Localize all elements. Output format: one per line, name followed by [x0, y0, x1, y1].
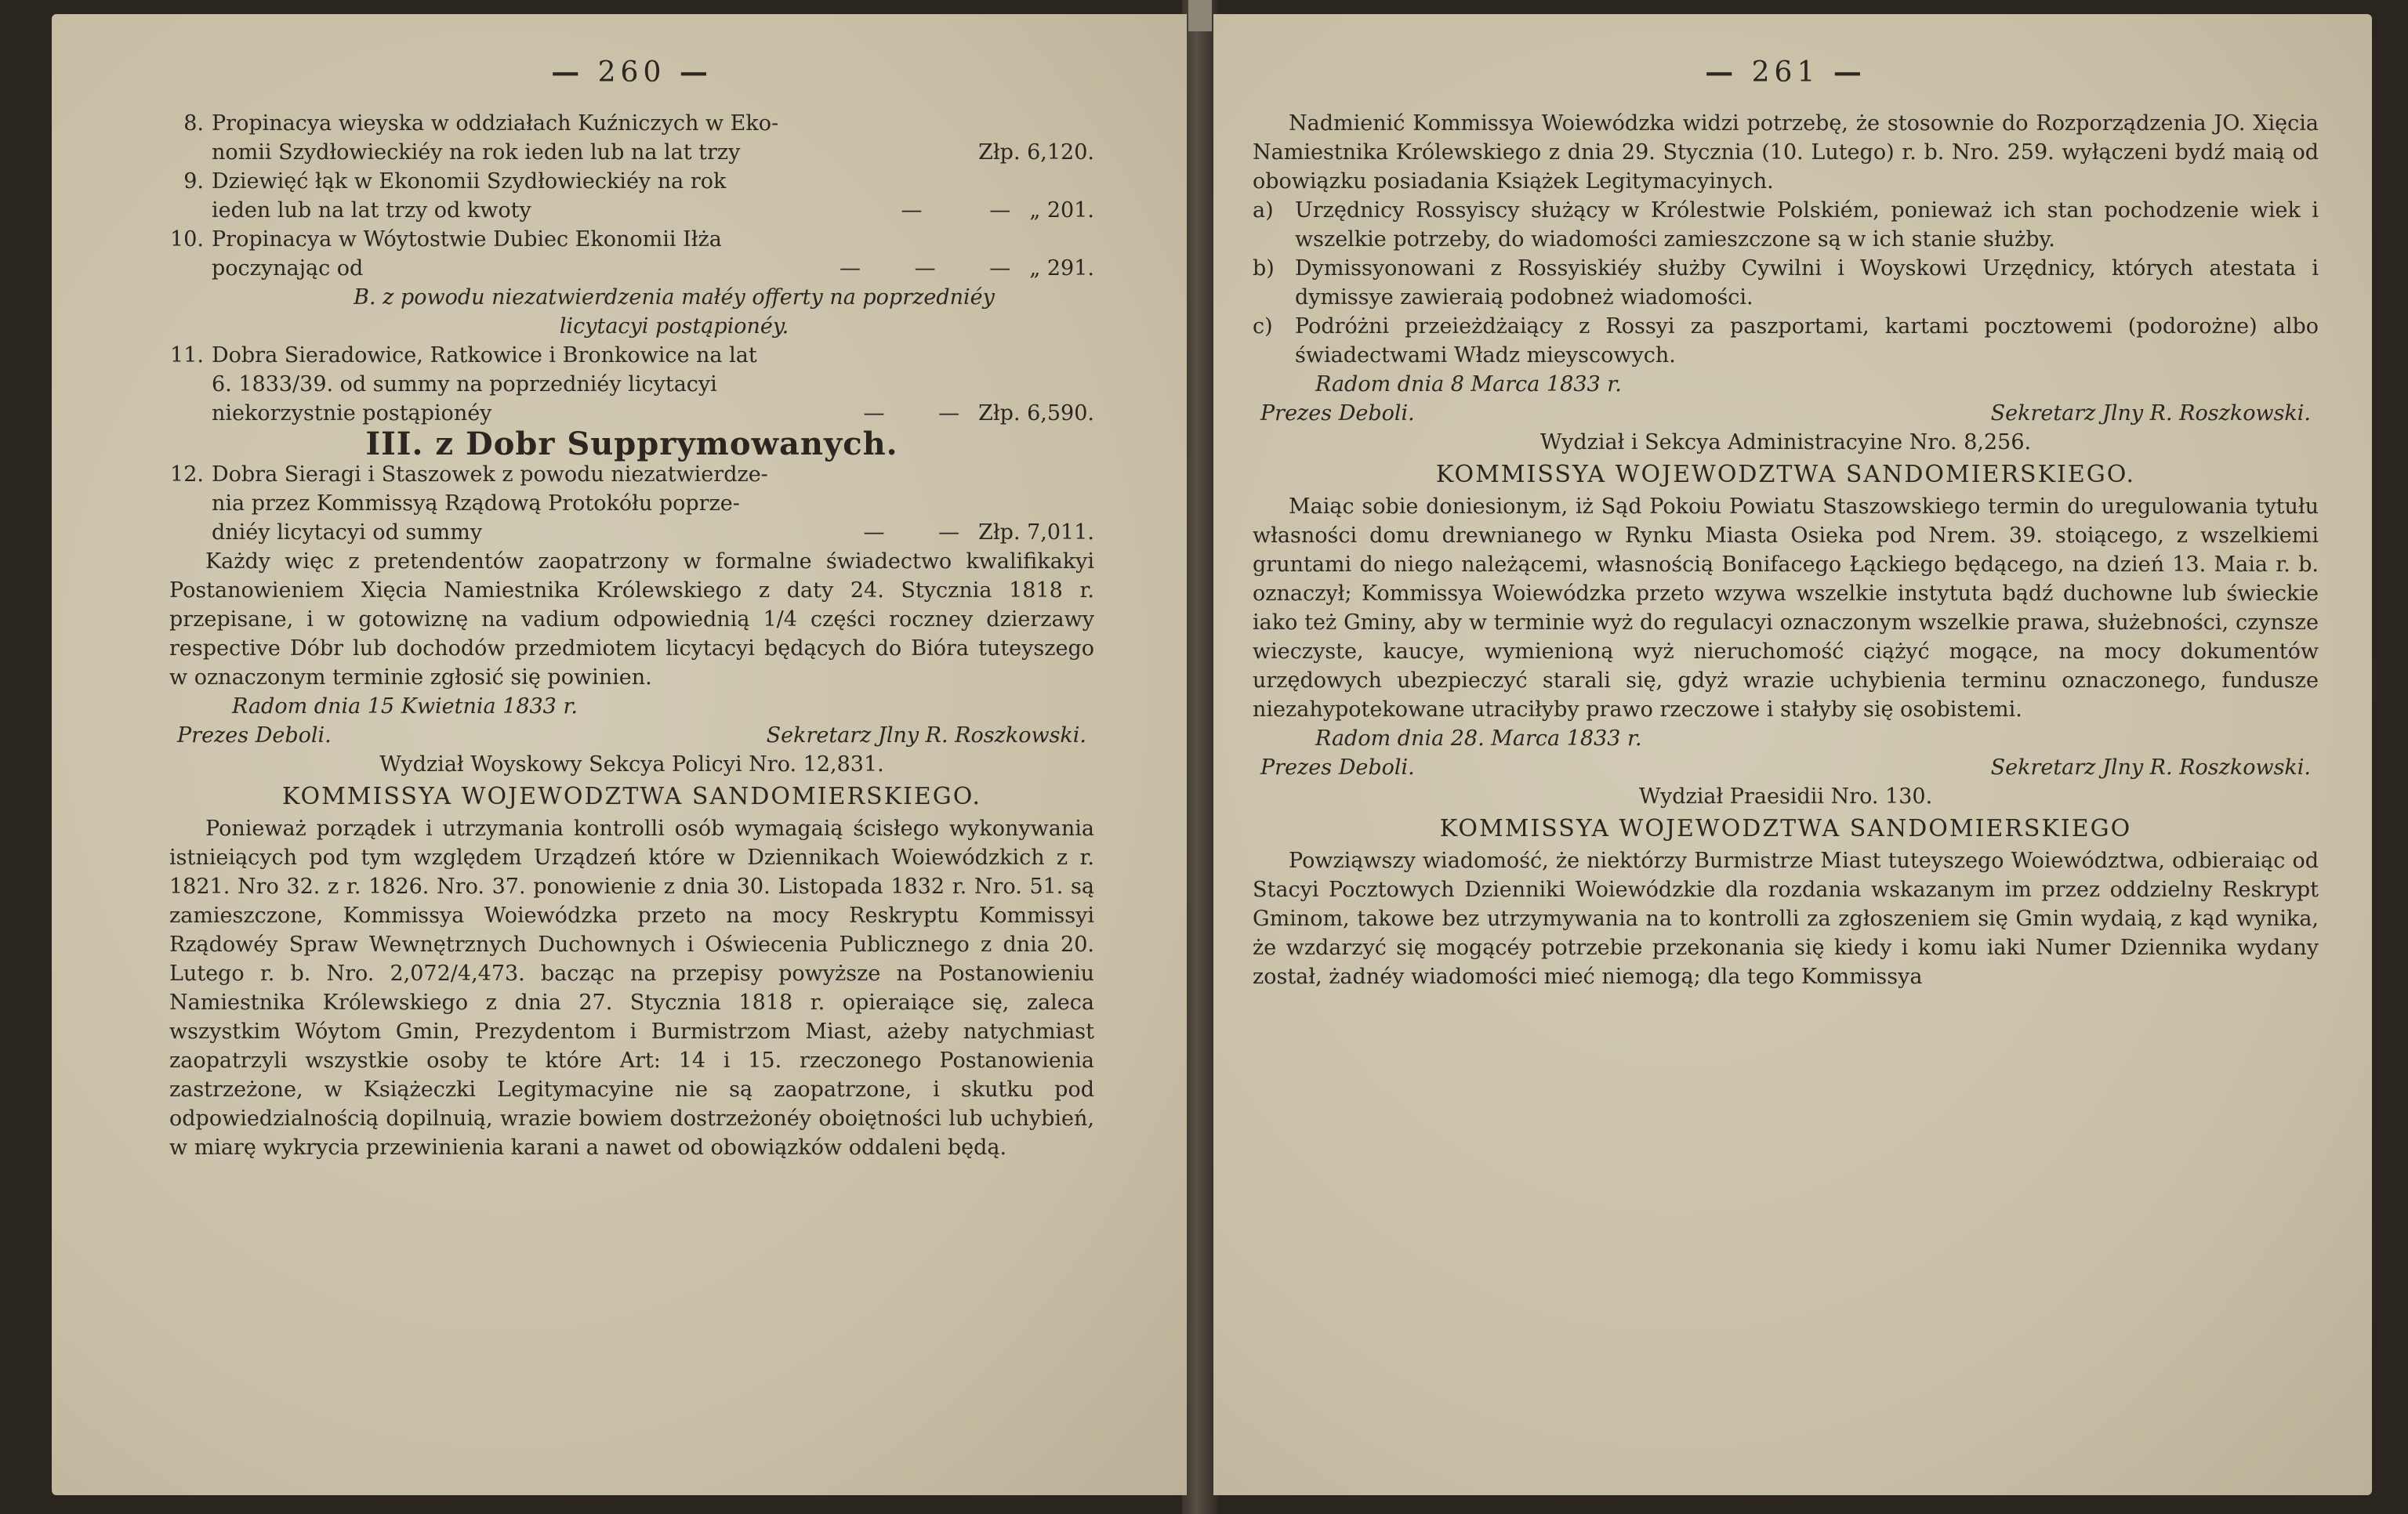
- secretary-signature: Sekretarz Jlny R. Roszkowski.: [1990, 755, 2311, 780]
- announcement-paragraph: Powziąwszy wiadomość, że niektórzy Burmistrze Miast tuteyszego Woiewództwa, odbieraiąc od Stacyi Pocztowych Dzienniki Woiewódzkie dla rozdania wskazanym im przez oddzielny Reskrypt Gminom, takowe bez utrzymywania na to kontrolli za zgłoszeniem się Gmin wydaią, z kąd wynika, że wzdarzyć się mogącéy potrzebie przekonania się kiedy i komu iaki Numer Dziennika wydany został, żadnéy wiadomości mieć niemogą; dla tego Kommissya: [1253, 849, 2319, 989]
- department-line: Wydział Woyskowy Sekcya Policyi Nro. 12,831.: [379, 752, 884, 777]
- page-number: 260: [597, 56, 666, 89]
- secretary-signature: Sekretarz Jlny R. Roszkowski.: [766, 723, 1086, 748]
- item-line: nomii Szydłowieckiéy na rok ieden lub na lat trzy: [212, 140, 741, 165]
- dateline: Radom dnia 8 Marca 1833 r.: [1315, 372, 1622, 397]
- list-item: 12. Dobra Sieragi i Staszowek z powodu niezatwierdze- nia przez Kommissyą Rządową Protokółu poprze- dniéy licytacyi od summy — — Złp. 7,011.: [169, 460, 1094, 547]
- list-item: [1253, 312, 2319, 370]
- commission-title: KOMMISSYA WOJEWODZTWA SANDOMIERSKIEGO.: [1435, 461, 2136, 488]
- item-line: dniéy licytacyi od summy: [212, 520, 483, 545]
- item-number: 12.: [170, 462, 204, 487]
- page-header: — 261 —: [1705, 56, 1866, 89]
- item-amount: Złp. 6,590.: [978, 401, 1094, 426]
- list-item: [169, 109, 1094, 167]
- list-item: [1253, 196, 2319, 254]
- announcement-paragraph: Maiąc sobie doniesionym, iż Sąd Pokoiu Powiatu Staszowskiego termin do uregulowania tytułu własności domu drewnianego w Rynku Miasta Osieka pod Nrem. 39. stoiącego, z wszelkiemi gruntami do niego należącemi, własnością Bonifacego Łąckiego będącego, na dzień 13. Maia r. b. oznaczył; Kommissya Woiewódzka przeto wzywa wszelkie instytuta bądź duchowne lub świeckie iako też Gminy, aby w terminie wyż do regulacyi oznaczonym wszelkie prawa, służebności, czynsze wieczyste, kaucye, wymienioną wyż nieruchomość ciążyć mogące, na mocy dokumentów urzędowych ubezpieczyć starali się, gdyż wrazie uchybienia terminu oznaczonego, fundusze niezahypotekowane utraciłyby prawo rzeczowe i stałyby się osobistemi.: [1253, 494, 2319, 722]
- section-b-heading: B. z powodu niezatwierdzenia małéy offerty na poprzedniéy: [354, 285, 995, 310]
- item-text: Dymissyonowani z Rossyiskiéy służby Cywilni i Woyskowi Urzędnicy, których atestata i dymissye zawieraią podobneż wiadomości.: [1295, 256, 2319, 310]
- item-line: ieden lub na lat trzy od kwoty: [212, 198, 531, 223]
- announcement-paragraph: Każdy więc z pretendentów zaopatrzony w formalne świadectwo kwalifikakyi Postanowieniem Xięcia Namiestnika Królewskiego z daty 24. Stycznia 1818 r. przepisane, i w gotowiznę na vadium odpowiednią 1/4 części roczney dzierzawy respective Dóbr lub dochodów przedmiotem licytacyi będących do Bióra tuteyszego w oznaczonym terminie zgłosić się powinien.: [169, 549, 1094, 690]
- item-line: niekorzystnie postąpionéy: [212, 401, 492, 426]
- announcement-paragraph: Nadmienić Kommissya Woiewódzka widzi potrzebę, że stosownie do Rozporządzenia JO. Xięcia Namiestnika Królewskiego z dnia 29. Stycznia (10. Lutego) r. b. Nro. 259. wyłączeni bydź maią od obowiązku posiadania Książek Legitymacyinych.: [1253, 111, 2319, 194]
- left-page: [52, 14, 1187, 1495]
- item-number: 9.: [183, 169, 204, 194]
- page-header: — 260 —: [551, 56, 713, 89]
- department-line: Wydział Praesidii Nro. 130.: [1638, 784, 1933, 809]
- signature-line: [169, 721, 1094, 750]
- announcement-paragraph: Ponieważ porządek i utrzymania kontrolli osób wymagaią ścisłego wykonywania istnieiących pod tym względem Urządzeń które w Dziennikach Woiewódzkich z r. 1821. Nro 32. z r. 1826. Nro. 37. ponowienie z dnia 30. Listopada 1832 r. Nro. 51. są zamieszczone, Kommissya Woiewódzka przeto na mocy Reskryptu Kommissyi Rządowéy Spraw Wewnętrznych Duchownych i Oświecenia Publicznego z dnia 20. Lutego r. b. Nro. 2,072/4,473. bacząc na przepisy powyższe na Postanowieniu Namiestnika Królewskiego z dnia 27. Stycznia 1818 r. opieraiące się, zaleca wszystkim Wóytom Gmin, Prezydentom i Burmistrzom Miast, ażeby natychmiast zaopatrzyli wszystkie osoby te które Art: 14 i 15. rzeczonego Postanowienia zastrzeżone, w Książeczki Legitymacyine nie są zaopatrzone, i skutku pod odpowiedzialnością dopilnuią, wrazie bowiem dostrzeżonéy oboiętności lub uchybień, w miarę wykrycia przewinienia karani a nawet od obowiązków oddaleni będą.: [169, 817, 1094, 1160]
- item-number: 8.: [183, 111, 204, 136]
- list-item: 10. Propinacya w Wóytostwie Dubiec Ekonomii Iłża poczynając od — — — „ 291.: [169, 225, 1094, 283]
- list-item: 11. Dobra Sieradowice, Ratkowice i Bronkowice na lat 6. 1833/39. od summy na poprzedniéy licytacyi niekorzystnie postąpionéy — — Złp. 6,590.: [169, 341, 1094, 428]
- president-signature: Prezes Deboli.: [177, 723, 332, 748]
- president-signature: Prezes Deboli.: [1260, 401, 1415, 426]
- item-line: Propinacya w Wóytostwie Dubiec Ekonomii Iłża: [212, 227, 722, 252]
- item-amount: „ 291.: [1029, 256, 1094, 281]
- item-line: nia przez Kommissyą Rządową Protokółu poprze-: [212, 491, 740, 516]
- list-item: [1253, 254, 2319, 312]
- list-item: 9. Dziewięć łąk w Ekonomii Szydłowieckiéy na rok ieden lub na lat trzy od kwoty — — „ 201.: [169, 167, 1094, 225]
- item-number: 11.: [170, 343, 204, 368]
- commission-title: KOMMISSYA WOJEWODZTWA SANDOMIERSKIEGO: [1439, 815, 2132, 842]
- signature-line: [1253, 753, 2319, 782]
- dateline: Radom dnia 15 Kwietnia 1833 r.: [232, 694, 578, 719]
- right-page-column: [1253, 58, 2319, 991]
- left-page-column: [169, 58, 1094, 1162]
- item-text: Podróżni przeieżdżaiący z Rossyi za paszportami, kartami pocztowemi (podorożne) albo świadectwami Władz mieyscowych.: [1295, 314, 2319, 368]
- item-letter: c): [1253, 314, 1273, 339]
- item-amount: Złp. 6,120.: [978, 140, 1094, 165]
- item-line: 6. 1833/39. od summy na poprzedniéy licytacyi: [212, 372, 717, 397]
- department-line: Wydział i Sekcya Administracyine Nro. 8,256.: [1539, 430, 2032, 455]
- item-line: Dobra Sieragi i Staszowek z powodu niezatwierdze-: [212, 462, 768, 487]
- binding-tape: [1188, 0, 1212, 31]
- page-number: 261: [1751, 56, 1820, 89]
- dateline: Radom dnia 28. Marca 1833 r.: [1315, 726, 1642, 751]
- section-b-heading-cont: licytacyi postąpionéy.: [559, 314, 789, 339]
- item-letter: b): [1253, 256, 1275, 281]
- right-page: [1213, 14, 2372, 1495]
- signature-line: [1253, 399, 2319, 428]
- secretary-signature: Sekretarz Jlny R. Roszkowski.: [1990, 401, 2311, 426]
- item-text: Urzędnicy Rossyiscy służący w Królestwie Polskiém, ponieważ ich stan pochodzenie wiek i wszelkie potrzeby, do wiadomości zamieszczone są w ich stanie służby.: [1295, 198, 2319, 252]
- commission-title: KOMMISSYA WOJEWODZTWA SANDOMIERSKIEGO.: [281, 783, 982, 810]
- item-amount: „ 201.: [1029, 198, 1094, 223]
- item-line: poczynając od: [212, 256, 364, 281]
- section-iii-heading: III. z Dobr Supprymowanych.: [365, 426, 898, 462]
- item-number: 10.: [170, 227, 204, 252]
- president-signature: Prezes Deboli.: [1260, 755, 1415, 780]
- item-amount: Złp. 7,011.: [978, 520, 1094, 545]
- item-line: Propinacya wieyska w oddziałach Kuźniczych w Eko-: [212, 111, 779, 136]
- item-line: Dobra Sieradowice, Ratkowice i Bronkowice na lat: [212, 343, 757, 368]
- item-line: Dziewięć łąk w Ekonomii Szydłowieckiéy na rok: [212, 169, 727, 194]
- item-letter: a): [1253, 198, 1274, 223]
